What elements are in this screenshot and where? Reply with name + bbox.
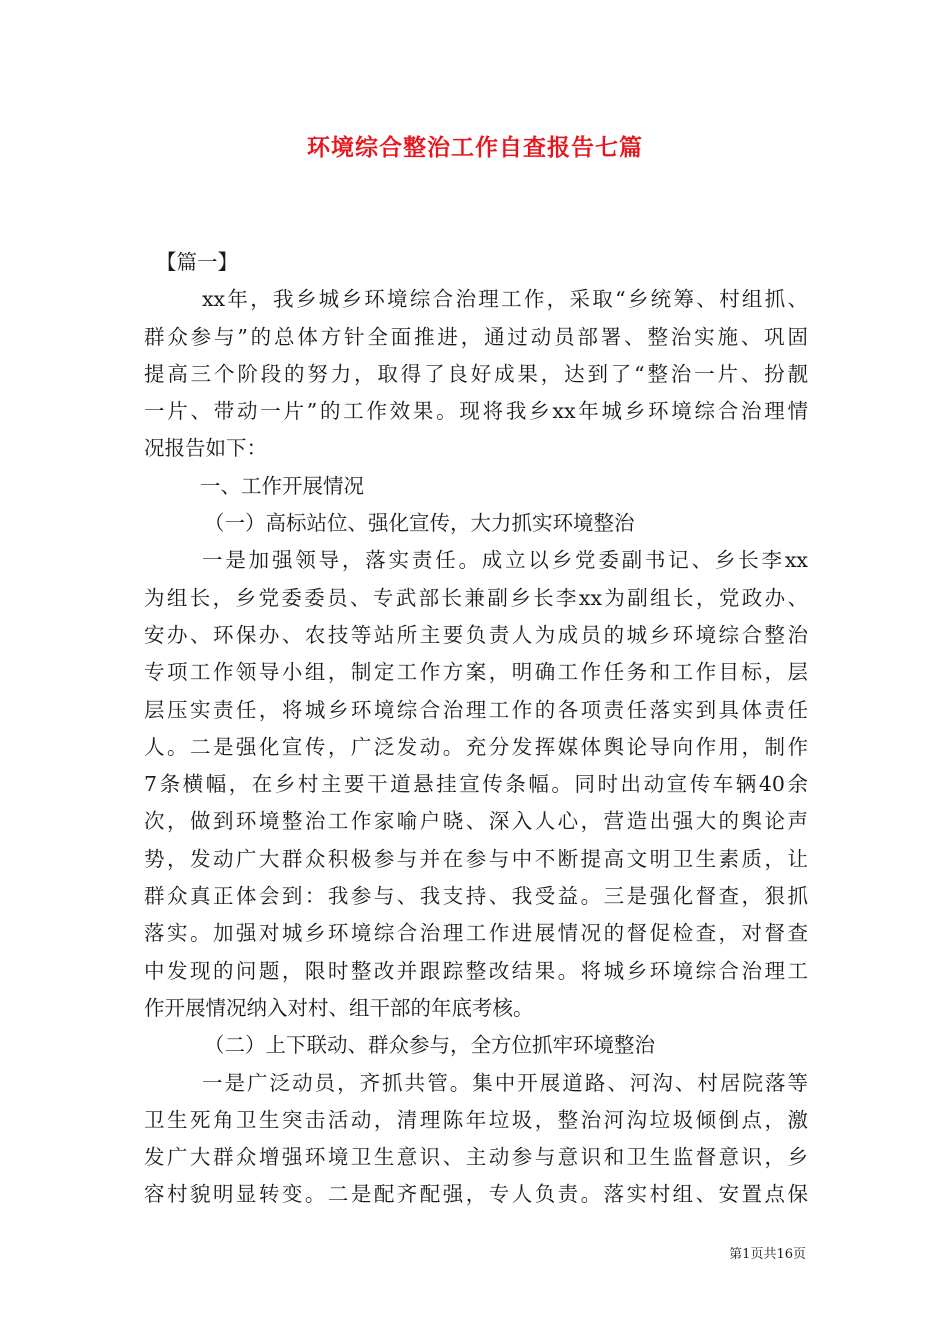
text-line: 群众真正体会到：我参与、我支持、我受益。三是强化督查，狠抓 — [144, 884, 808, 909]
text-line: 作开展情况纳入对村、组干部的年底考核。 — [144, 995, 534, 1020]
text-line: （二）上下联动、群众参与，全方位抓牢环境整治 — [204, 1033, 655, 1058]
text-line: 【篇一】 — [156, 250, 238, 274]
text-line: 提高三个阶段的努力，取得了良好成果，达到了“整治一片、扮靓 — [144, 361, 808, 386]
text-line: 一是加强领导，落实责任。成立以乡党委副书记、乡长李xx — [202, 548, 808, 573]
text-line: 为组长，乡党委委员、专武部长兼副乡长李xx为副组长，党政办、 — [144, 585, 808, 610]
text-line: 安办、环保办、农技等站所主要负责人为成员的城乡环境综合整治 — [144, 622, 808, 647]
text-line: 7条横幅，在乡村主要干道悬挂宣传条幅。同时出动宣传车辆40余 — [144, 772, 808, 797]
text-line: 次，做到环境整治工作家喻户晓、深入人心，营造出强大的舆论声 — [144, 809, 808, 834]
document-body — [144, 244, 808, 1214]
text-line: 落实。加强对城乡环境综合治理工作进展情况的督促检查，对督查 — [144, 921, 808, 946]
text-line: 卫生死角卫生突击活动，清理陈年垃圾，整治河沟垃圾倾倒点，激 — [144, 1107, 808, 1132]
text-line: （一）高标站位、强化宣传，大力抓实环境整治 — [204, 511, 635, 536]
text-line: 专项工作领导小组，制定工作方案，明确工作任务和工作目标，层 — [144, 660, 808, 685]
text-line: 势，发动广大群众积极参与并在参与中不断提高文明卫生素质，让 — [144, 846, 808, 871]
text-line: 群众参与”的总体方针全面推进，通过动员部署、整治实施、巩固 — [144, 324, 808, 349]
text-line: 况报告如下： — [144, 436, 267, 461]
text-line: 一片、带动一片”的工作效果。现将我乡xx年城乡环境综合治理情 — [144, 399, 808, 424]
text-line: 容村貌明显转变。二是配齐配强，专人负责。落实村组、安置点保 — [144, 1182, 808, 1207]
page-footer: 第1页共16页 — [729, 1247, 806, 1262]
text-line: 发广大群众增强环境卫生意识、主动参与意识和卫生监督意识，乡 — [144, 1145, 808, 1170]
text-line: 中发现的问题，限时整改并跟踪整改结果。将城乡环境综合治理工 — [144, 958, 808, 983]
text-line: 一、工作开展情况 — [200, 473, 364, 498]
document-title: 环境综合整治工作自查报告七篇 — [307, 134, 643, 161]
text-line: 一是广泛动员，齐抓共管。集中开展道路、河沟、村居院落等 — [202, 1070, 808, 1095]
text-line: xx年，我乡城乡环境综合治理工作，采取“乡统筹、村组抓、 — [202, 287, 808, 312]
text-line: 层压实责任，将城乡环境综合治理工作的各项责任落实到具体责任 — [144, 697, 808, 722]
text-line: 人。二是强化宣传，广泛发动。充分发挥媒体舆论导向作用，制作 — [144, 734, 808, 759]
